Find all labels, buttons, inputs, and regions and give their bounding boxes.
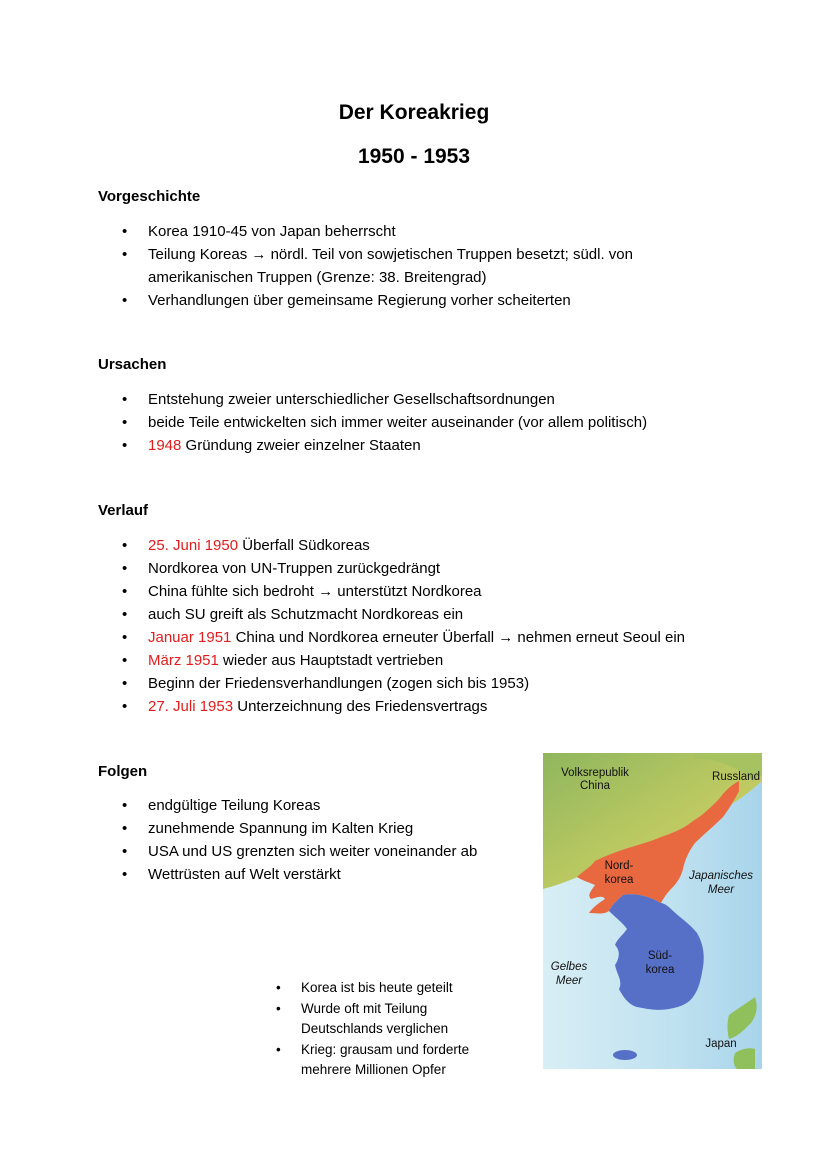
- list-item: • 1948 Gründung zweier einzelner Staaten: [98, 434, 647, 457]
- list-ursachen: [98, 388, 647, 457]
- section-heading-ursachen: Ursachen: [98, 356, 167, 373]
- label-china-2: China: [579, 780, 611, 792]
- list-item: • endgültige Teilung Koreas: [98, 794, 477, 817]
- label-yellow-sea-2: Meer: [555, 975, 583, 987]
- date-highlight: März 1951: [148, 652, 219, 669]
- list-item: • beide Teile entwickelten sich immer weiter auseinander (vor allem politisch): [98, 411, 647, 434]
- list-vorgeschichte: [98, 220, 633, 312]
- page-title: Der Koreakrieg: [338, 101, 490, 124]
- list-item: • Korea ist bis heute geteilt: [276, 978, 469, 999]
- section-heading-folgen: Folgen: [98, 763, 148, 780]
- notes-list: [276, 978, 469, 1081]
- list-item: • März 1951 wieder aus Hauptstadt vertrieben: [98, 649, 685, 672]
- list-verlauf: [98, 534, 685, 718]
- date-highlight: Januar 1951: [148, 629, 232, 646]
- date-highlight: 1948: [148, 437, 182, 454]
- section-heading-verlauf: Verlauf: [98, 502, 149, 519]
- label-north-korea-2: korea: [604, 874, 634, 886]
- label-china-1: Volksrepublik: [561, 767, 629, 779]
- list-item: • Entstehung zweier unterschiedlicher Gesellschaftsordnungen: [98, 388, 647, 411]
- label-south-korea-1: Süd-: [647, 950, 673, 962]
- list-item: • Krieg: grausam und forderte mehrere Millionen Opfer: [276, 1040, 469, 1081]
- list-folgen: [98, 794, 477, 886]
- list-item: • auch SU greift als Schutzmacht Nordkoreas ein: [98, 603, 685, 626]
- list-item: • 27. Juli 1953 Unterzeichnung des Friedensvertrags: [98, 695, 685, 718]
- section-heading-vorgeschichte: Vorgeschichte: [98, 188, 201, 205]
- page-subtitle: 1950 - 1953: [357, 145, 471, 168]
- list-item: • Korea 1910-45 von Japan beherrscht: [98, 220, 633, 243]
- korea-map: [543, 753, 762, 1069]
- label-sea-of-japan-2: Meer: [707, 884, 735, 896]
- list-item: • Teilung Koreas → nördl. Teil von sowjetischen Truppen besetzt; südl. von amerikanischen Truppen (Grenze: 38. Breitengrad): [98, 243, 633, 289]
- list-item: • USA und US grenzten sich weiter voneinander ab: [98, 840, 477, 863]
- list-item: • China fühlte sich bedroht → unterstützt Nordkorea: [98, 580, 685, 603]
- label-russia: Russland: [712, 771, 760, 783]
- jeju-island: [613, 1050, 637, 1060]
- label-south-korea-2: korea: [645, 964, 675, 976]
- list-item: • Nordkorea von UN-Truppen zurückgedrängt: [98, 557, 685, 580]
- label-japan: Japan: [705, 1038, 737, 1050]
- date-highlight: 27. Juli 1953: [148, 698, 234, 715]
- list-item: • Wurde oft mit Teilung Deutschlands verglichen: [276, 999, 469, 1040]
- date-highlight: 25. Juni 1950: [148, 537, 239, 554]
- list-item: • Beginn der Friedensverhandlungen (zogen sich bis 1953): [98, 672, 685, 695]
- label-north-korea-1: Nord-: [604, 860, 634, 872]
- list-item: • 25. Juni 1950 Überfall Südkoreas: [98, 534, 685, 557]
- list-item: • Verhandlungen über gemeinsame Regierung vorher scheiterten: [98, 289, 633, 312]
- label-yellow-sea-1: Gelbes: [550, 961, 588, 973]
- list-item: • zunehmende Spannung im Kalten Krieg: [98, 817, 477, 840]
- label-sea-of-japan-1: Japanisches: [689, 870, 753, 882]
- list-item: • Wettrüsten auf Welt verstärkt: [98, 863, 477, 886]
- list-item: • Januar 1951 China und Nordkorea erneuter Überfall → nehmen erneut Seoul ein: [98, 626, 685, 649]
